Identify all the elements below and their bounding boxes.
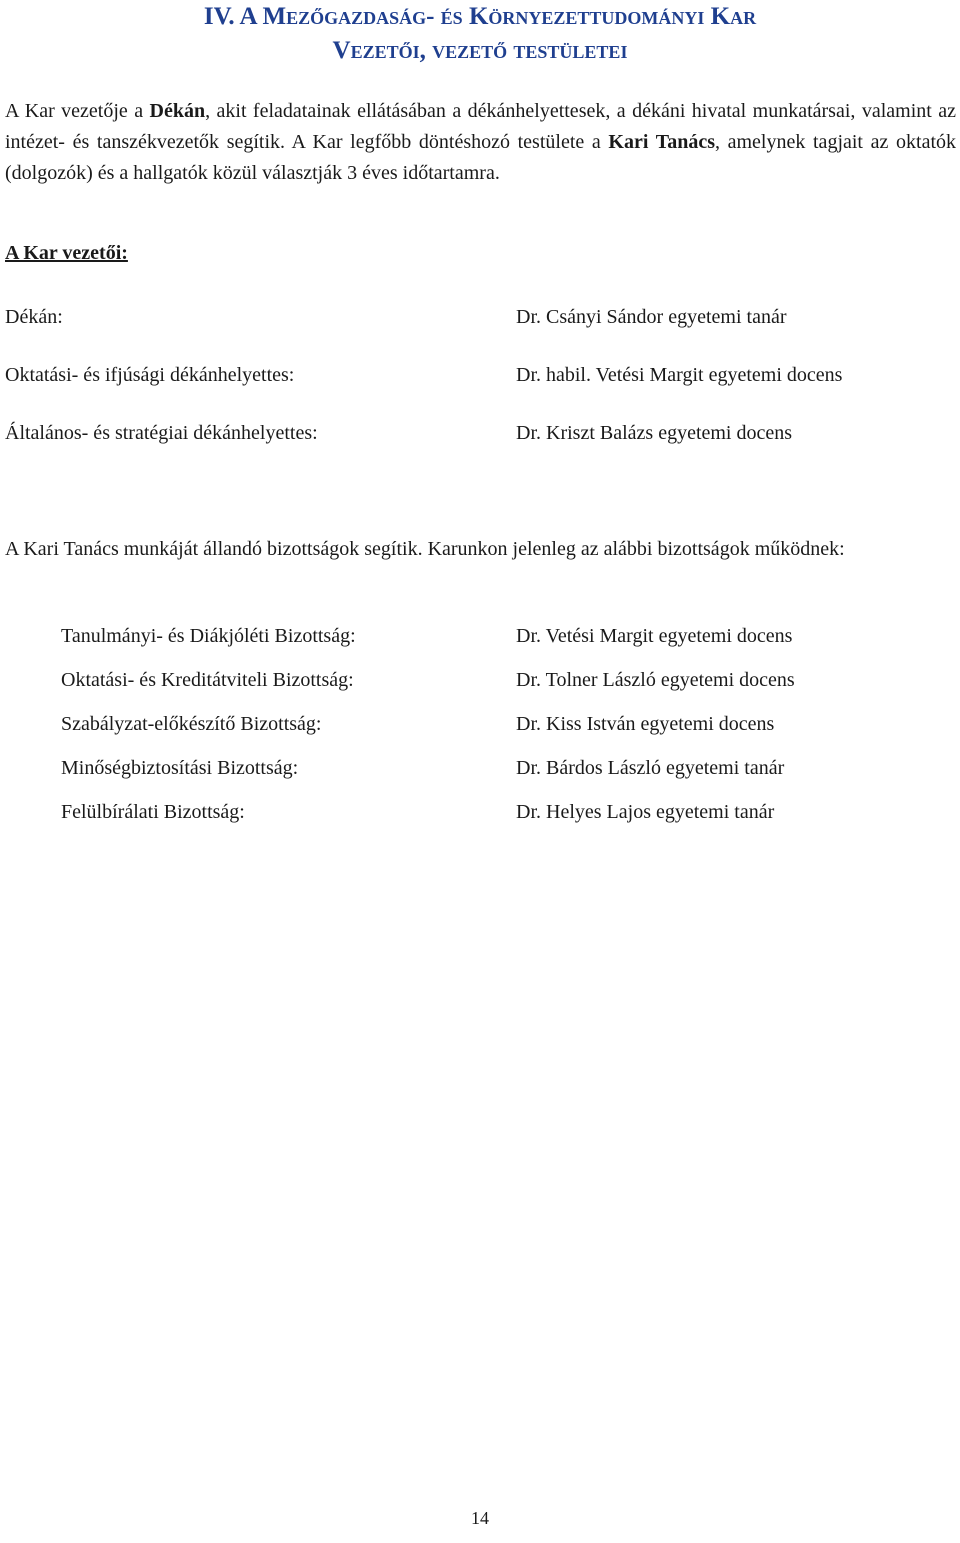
heading-line-2: Vezetői, vezető testületei [332,37,628,64]
committee-name: Tanulmányi- és Diákjóléti Bizottság: [61,625,356,647]
committee-chair: Dr. Bárdos László egyetemi tanár [516,757,785,779]
leader-role: Dékán: [5,306,63,328]
intro-paragraph [5,96,956,189]
intro-council-bold: Kari Tanács [608,131,715,153]
page-number: 14 [471,1508,489,1528]
committee-name: Szabályzat-előkészítő Bizottság: [61,713,322,735]
intro-part-3: , amelynek tagjait az oktatók (dolgozók) és a hallgatók közül választják 3 éves időtartamra. [5,131,957,184]
committee-chair: Dr. Kiss István egyetemi docens [516,713,775,735]
intro-part-1: A Kar vezetője a [5,100,150,122]
committee-name: Minőségbiztosítási Bizottság: [61,757,299,779]
committee-chair: Dr. Helyes Lajos egyetemi tanár [516,801,775,823]
committee-name: Oktatási- és Kreditátviteli Bizottság: [61,669,354,691]
committee-chair: Dr. Vetési Margit egyetemi docens [516,625,793,647]
committees-intro: A Kari Tanács munkáját állandó bizottságok segítik. Karunkon jelenleg az alábbi bizottságok működnek: [5,538,845,560]
intro-dean-bold: Dékán [149,100,206,122]
intro-part-2: , akit feladatainak ellátásában a dékánhelyettesek, a dékáni hivatal munkatársai, valamint az intézet- és tanszékvezetők segítik. A Kar legfőbb döntéshozó testülete a [5,100,956,153]
leader-name: Dr. Kriszt Balázs egyetemi docens [516,422,793,444]
leader-role: Oktatási- és ifjúsági dékánhelyettes: [5,364,295,386]
committee-chair: Dr. Tolner László egyetemi docens [516,669,795,691]
committee-name: Felülbírálati Bizottság: [61,801,245,823]
leaders-title: A Kar vezetői: [5,242,128,264]
page-heading [0,0,960,68]
leader-name: Dr. Csányi Sándor egyetemi tanár [516,306,787,328]
leader-role: Általános- és stratégiai dékánhelyettes: [5,422,318,444]
heading-line-1: IV. A Mezőgazdaság- és Környezettudományi Kar [203,3,757,30]
leader-name: Dr. habil. Vetési Margit egyetemi docens [516,364,843,386]
